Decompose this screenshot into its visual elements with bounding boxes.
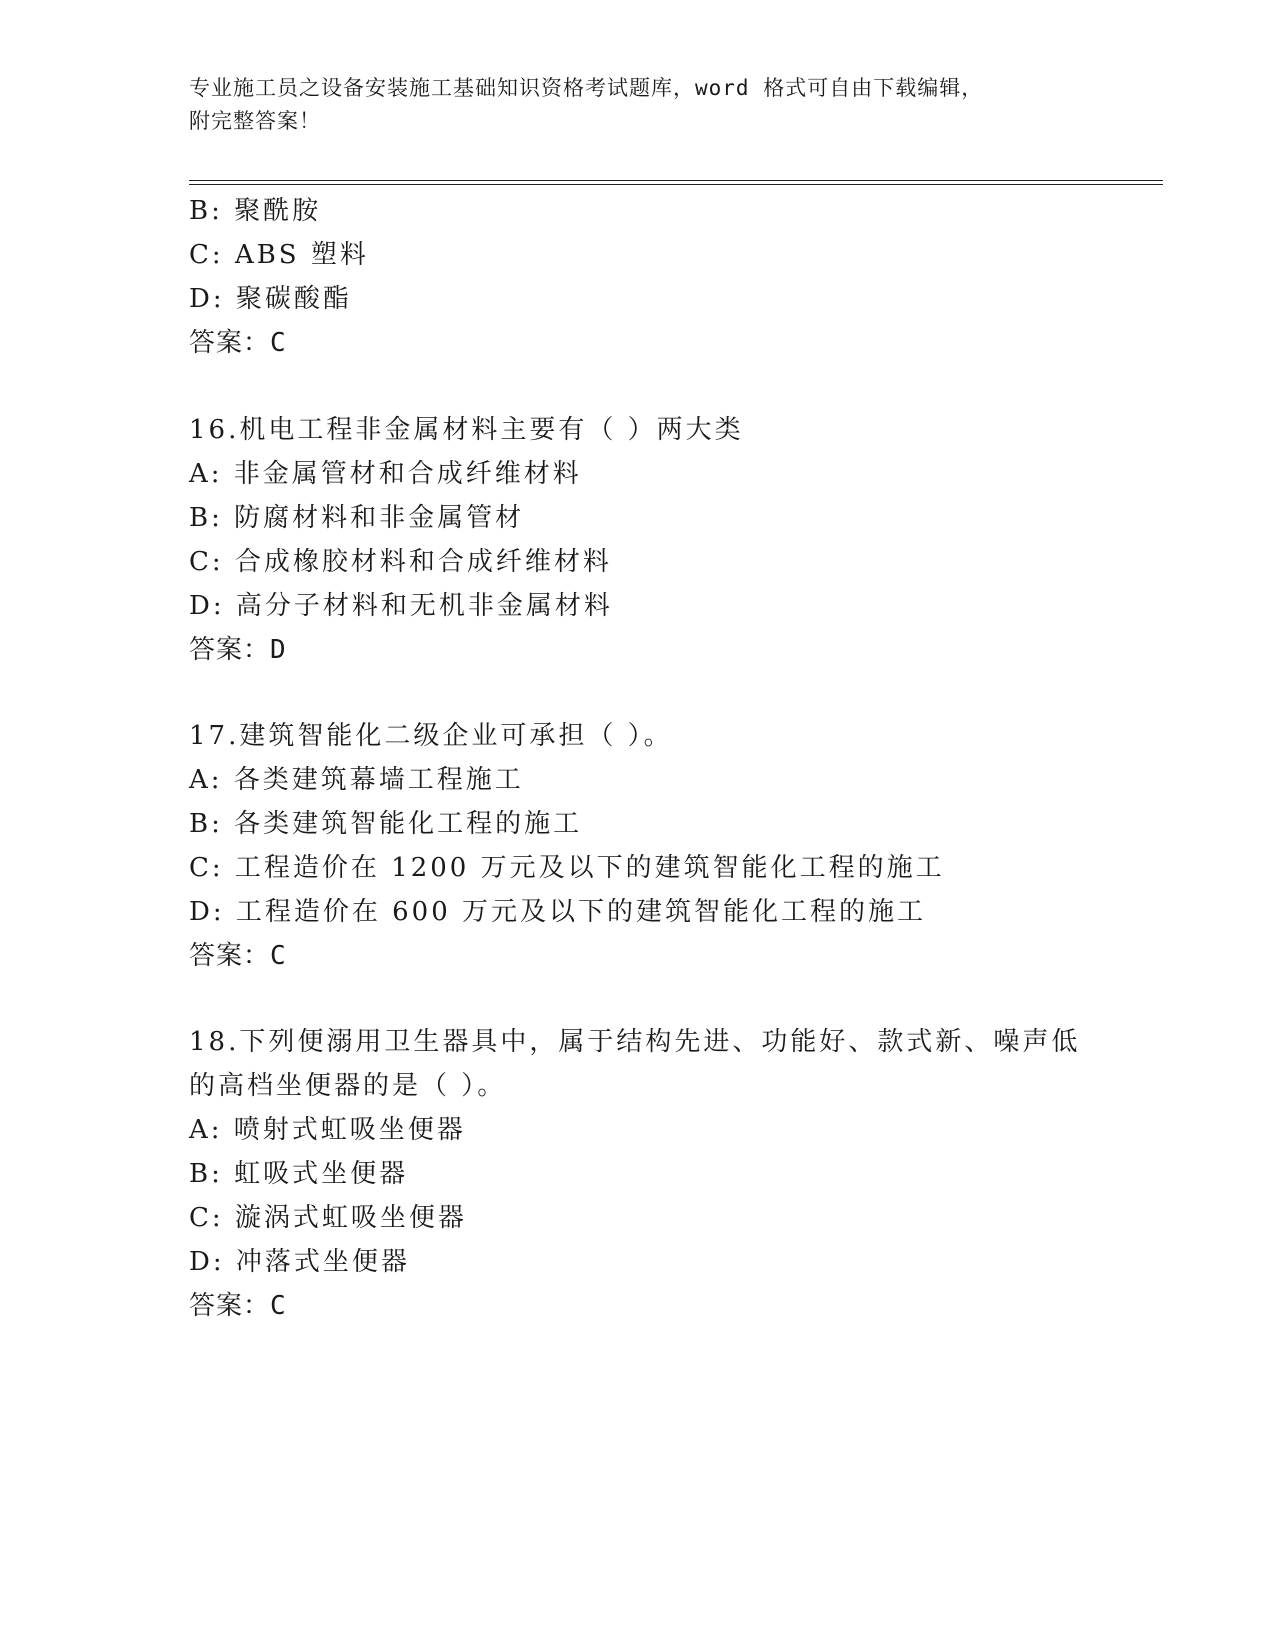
- q17-answer: 答案：C: [189, 941, 287, 971]
- q15-option-b: B: 聚酰胺: [189, 196, 322, 226]
- q17-option-c: C: 工程造价在 1200 万元及以下的建筑智能化工程的施工: [189, 853, 945, 883]
- q16-stem: 16.机电工程非金属材料主要有（ ）两大类: [189, 415, 744, 445]
- q16-option-a: A: 非金属管材和合成纤维材料: [189, 459, 582, 489]
- q15-answer: 答案：C: [189, 328, 287, 358]
- document-header: [189, 72, 1089, 138]
- q18-option-d: D: 冲落式坐便器: [189, 1247, 410, 1277]
- header-divider-bottom: [189, 184, 1163, 185]
- q15-option-c: C: ABS 塑料: [189, 240, 369, 270]
- q18-option-b: B: 虹吸式坐便器: [189, 1159, 409, 1189]
- header-line-1: 专业施工员之设备安装施工基础知识资格考试题库，word 格式可自由下载编辑，: [189, 76, 984, 100]
- header-line-2: 附完整答案！: [189, 109, 321, 133]
- header-divider-top: [189, 180, 1163, 181]
- q16-option-d: D: 高分子材料和无机非金属材料: [189, 591, 613, 621]
- q17-stem: 17.建筑智能化二级企业可承担（ ）。: [189, 721, 673, 751]
- q18-answer: 答案：C: [189, 1291, 287, 1321]
- q17-option-d: D: 工程造价在 600 万元及以下的建筑智能化工程的施工: [189, 897, 927, 927]
- q18-option-c: C: 漩涡式虹吸坐便器: [189, 1203, 467, 1233]
- q15-option-d: D: 聚碳酸酯: [189, 284, 352, 314]
- q17-option-b: B: 各类建筑智能化工程的施工: [189, 809, 583, 839]
- q16-answer: 答案：D: [189, 635, 287, 665]
- q18-option-a: A: 喷射式虹吸坐便器: [189, 1115, 466, 1145]
- q16-option-c: C: 合成橡胶材料和合成纤维材料: [189, 547, 612, 577]
- q16-option-b: B: 防腐材料和非金属管材: [189, 503, 525, 533]
- q17-option-a: A: 各类建筑幕墙工程施工: [189, 765, 524, 795]
- q18-stem-line-1: 18.下列便溺用卫生器具中，属于结构先进、功能好、款式新、噪声低: [189, 1027, 1081, 1057]
- q18-stem-line-2: 的高档坐便器的是（ ）。: [189, 1071, 507, 1101]
